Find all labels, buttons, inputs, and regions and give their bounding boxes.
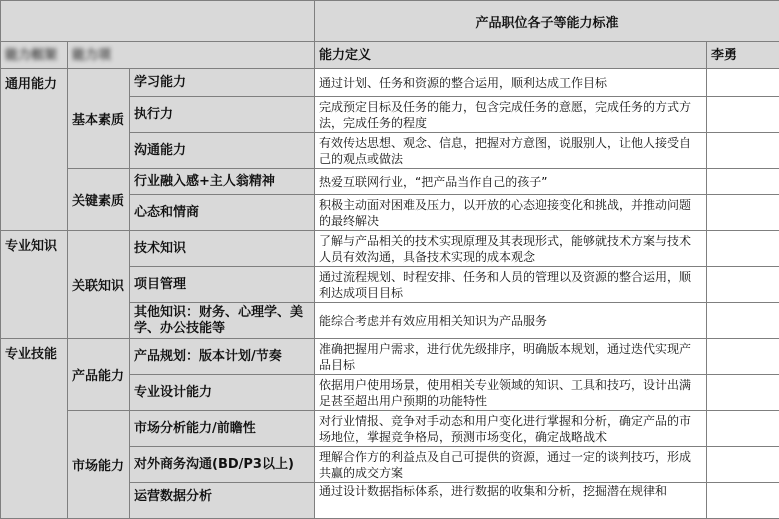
item-cell: 行业融入感+主人翁精神	[130, 169, 315, 195]
person-value-cell[interactable]	[707, 447, 779, 483]
definition-cell: 理解合作方的利益点及自己可提供的资源，通过一定的谈判技巧，形成共赢的成交方案	[315, 447, 707, 483]
title-row	[1, 1, 779, 42]
header-row	[1, 42, 779, 69]
table-row	[1, 339, 779, 375]
person-value-cell[interactable]	[707, 303, 779, 339]
subgroup-cell: 产品能力	[68, 339, 130, 411]
title-blank-cell	[1, 1, 315, 42]
item-cell: 执行力	[130, 97, 315, 133]
table-row	[1, 411, 779, 447]
subgroup-cell: 市场能力	[68, 411, 130, 519]
person-value-cell[interactable]	[707, 375, 779, 411]
header-item: 能力项	[68, 42, 315, 69]
header-definition: 能力定义	[315, 42, 707, 69]
definition-cell: 通过设计数据指标体系，进行数据的收集和分析，挖掘潜在规律和	[315, 483, 707, 519]
person-value-cell[interactable]	[707, 69, 779, 97]
definition-cell: 有效传达思想、观念、信息，把握对方意图，说服别人，让他人接受自己的观点或做法	[315, 133, 707, 169]
subgroup-cell: 关键素质	[68, 169, 130, 231]
header-framework: 能力框架	[1, 42, 68, 69]
definition-cell: 通过流程规划、时程安排、任务和人员的管理以及资源的整合运用，顺利达成项目目标	[315, 267, 707, 303]
sheet-title: 产品职位各子等能力标准	[315, 1, 779, 42]
framework-cell: 通用能力	[1, 69, 68, 231]
table-row	[1, 231, 779, 267]
header-person: 李勇	[707, 42, 779, 69]
table-row	[1, 69, 779, 97]
item-cell: 市场分析能力/前瞻性	[130, 411, 315, 447]
table-row	[1, 169, 779, 195]
item-cell: 运营数据分析	[130, 483, 315, 519]
definition-cell: 积极主动面对困难及压力，以开放的心态迎接变化和挑战，并推动问题的最终解决	[315, 195, 707, 231]
subgroup-cell: 关联知识	[68, 231, 130, 339]
definition-cell: 了解与产品相关的技术实现原理及其表现形式，能够就技术方案与技术人员有效沟通，具备技术实现的成本观念	[315, 231, 707, 267]
definition-cell: 对行业情报、竞争对手动态和用户变化进行掌握和分析，确定产品的市场地位，掌握竞争格局，预测市场变化，确定战略战术	[315, 411, 707, 447]
person-value-cell[interactable]	[707, 133, 779, 169]
definition-cell: 完成预定目标及任务的能力，包含完成任务的意愿，完成任务的方式方法，完成任务的程度	[315, 97, 707, 133]
person-value-cell[interactable]	[707, 97, 779, 133]
item-cell: 专业设计能力	[130, 375, 315, 411]
definition-cell: 准确把握用户需求，进行优先级排序，明确版本规划，通过迭代实现产品目标	[315, 339, 707, 375]
item-cell: 学习能力	[130, 69, 315, 97]
person-value-cell[interactable]	[707, 483, 779, 519]
person-value-cell[interactable]	[707, 339, 779, 375]
definition-cell: 热爱互联网行业，“把产品当作自己的孩子”	[315, 169, 707, 195]
framework-cell: 专业技能	[1, 339, 68, 519]
item-cell: 心态和情商	[130, 195, 315, 231]
item-cell: 其他知识：财务、心理学、美学、办公技能等	[130, 303, 315, 339]
person-value-cell[interactable]	[707, 267, 779, 303]
item-cell: 产品规划：版本计划/节奏	[130, 339, 315, 375]
item-cell: 沟通能力	[130, 133, 315, 169]
framework-cell: 专业知识	[1, 231, 68, 339]
person-value-cell[interactable]	[707, 231, 779, 267]
item-cell: 技术知识	[130, 231, 315, 267]
subgroup-cell: 基本素质	[68, 69, 130, 169]
item-cell: 对外商务沟通(BD/P3以上)	[130, 447, 315, 483]
definition-cell: 通过计划、任务和资源的整合运用，顺利达成工作目标	[315, 69, 707, 97]
definition-cell: 能综合考虑并有效应用相关知识为产品服务	[315, 303, 707, 339]
person-value-cell[interactable]	[707, 169, 779, 195]
person-value-cell[interactable]	[707, 195, 779, 231]
definition-cell: 依据用户使用场景，使用相关专业领域的知识、工具和技巧，设计出满足甚至超出用户预期的功能特性	[315, 375, 707, 411]
item-cell: 项目管理	[130, 267, 315, 303]
person-value-cell[interactable]	[707, 411, 779, 447]
